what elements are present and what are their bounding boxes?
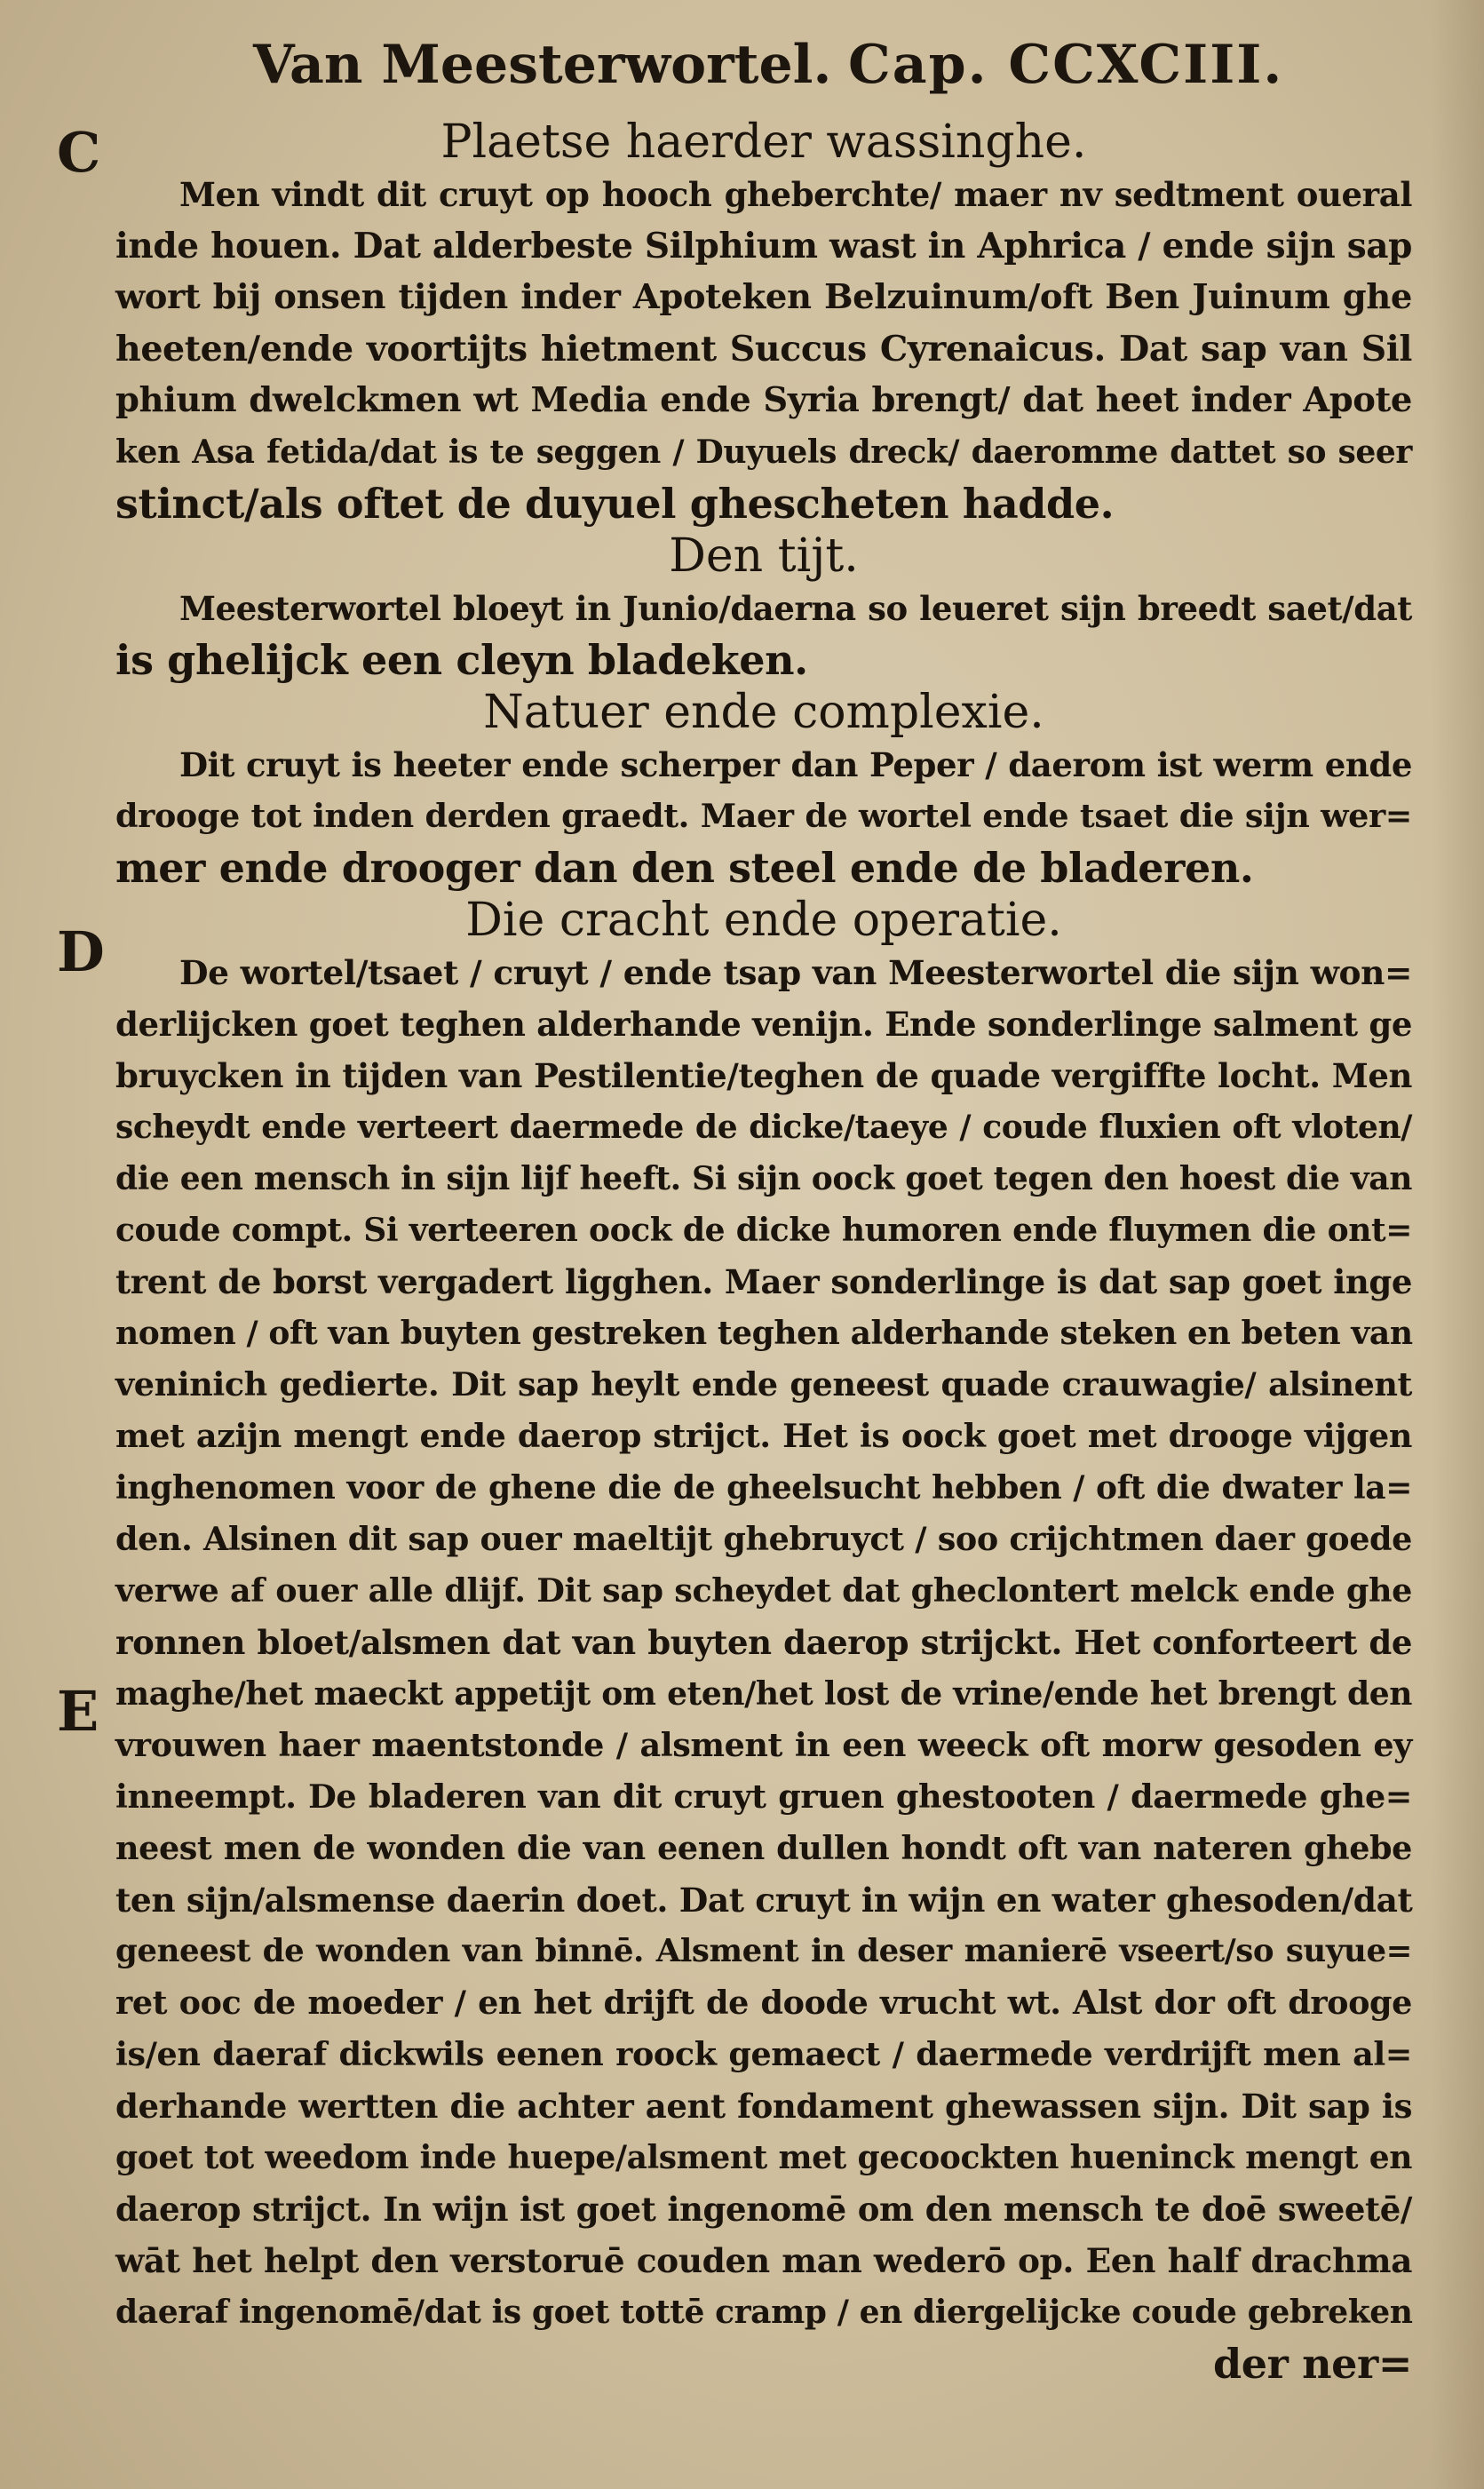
margin-letter-c: C bbox=[57, 120, 101, 185]
text-line: ten sijn/alsmense daerin doet. Dat cruyt in wijn en water ghesoden/dat bbox=[115, 1881, 1413, 1920]
text-line: Meesterwortel bloeyt in Junio/daerna so leueret sijn breedt saet/dat bbox=[179, 589, 1412, 628]
text-line: scheydt ende verteert daermede de dicke/taeye / coude fluxien oft vloten/ bbox=[115, 1109, 1412, 1146]
margin-letter-d: D bbox=[57, 919, 105, 984]
text-line: Dit cruyt is heeter ende scherper dan Peper / daerom ist werm ende bbox=[179, 745, 1412, 784]
text-line: die een mensch in sijn lijf heeft. Si sijn oock goet tegen den hoest die van bbox=[115, 1160, 1412, 1197]
text-line: ken Asa fetida/dat is te seggen / Duyuels dreck/ daeromme dattet so seer bbox=[115, 433, 1412, 471]
page-edge-shadow bbox=[1431, 0, 1484, 2489]
catchword: der ner= bbox=[1213, 2340, 1412, 2388]
text-line: daeraf ingenomē/dat is goet tottē cramp / en diergelijcke coude gebreken bbox=[115, 2294, 1413, 2331]
text-line: derlijcken goet teghen alderhande venijn. Ende sonderlinge salment ge bbox=[115, 1005, 1412, 1044]
chapter-number: Cap. CCXCIII. bbox=[848, 34, 1284, 96]
margin-letter-e: E bbox=[57, 1679, 99, 1744]
text-line: trent de borst vergadert ligghen. Maer sonderlinge is dat sap goet inge bbox=[115, 1262, 1412, 1301]
text-line: inde houen. Dat alderbeste Silphium wast in Aphrica / ende sijn sap bbox=[115, 226, 1412, 266]
section-heading: Den tijt. bbox=[669, 529, 859, 583]
body-text bbox=[115, 115, 1412, 2390]
text-line: derhande wertten die achter aent fondament ghewassen sijn. Dit sap is bbox=[115, 2087, 1412, 2126]
text-line: stinct/als oftet de duyuel ghescheten hadde. bbox=[115, 480, 1115, 528]
text-line: coude compt. Si verteeren oock de dicke humoren ende fluymen die ont= bbox=[115, 1212, 1412, 1249]
text-line: daerop strijct. In wijn ist goet ingenomē om den mensch te doē sweetē/ bbox=[115, 2190, 1412, 2229]
text-line: wāt het helpt den verstoruē couden man wederō op. Een half drachma bbox=[115, 2241, 1412, 2280]
text-line: inneempt. De bladeren van dit cruyt gruen ghestooten / daermede ghe= bbox=[115, 1777, 1412, 1816]
text-line: inghenomen voor de ghene die de gheelsucht hebben / oft die dwater la= bbox=[115, 1469, 1412, 1507]
text-line: met azijn mengt ende daerop strijct. Het is oock goet met drooge vijgen bbox=[115, 1417, 1412, 1455]
text-line: bruycken in tijden van Pestilentie/teghen de quade vergiffte locht. Men bbox=[115, 1056, 1412, 1095]
text-line: heeten/ende voortijts hietment Succus Cyrenaicus. Dat sap van Sil bbox=[115, 329, 1412, 370]
text-line: geneest de wonden van binnē. Alsment in deser manierē vseert/so suyue= bbox=[115, 1933, 1412, 1969]
text-line: ronnen bloet/alsmen dat van buyten daerop strijckt. Het conforteert de bbox=[115, 1623, 1412, 1662]
text-line: Men vindt dit cruyt op hooch gheberchte/ maer nv sedtment oueral bbox=[179, 175, 1412, 214]
text-line: goet tot weedom inde huepe/alsment met gecoockten hueninck mengt en bbox=[115, 2139, 1412, 2176]
text-line: is ghelijck een cleyn bladeken. bbox=[115, 636, 808, 684]
text-line: vrouwen haer maentstonde / alsment in een weeck oft morw gesoden ey bbox=[115, 1726, 1412, 1764]
text-line: veninich gedierte. Dit sap heylt ende geneest quade crauwagie/ alsinent bbox=[115, 1365, 1412, 1404]
text-line: De wortel/tsaet / cruyt / ende tsap van Meesterwortel die sijn won= bbox=[179, 953, 1412, 992]
text-line: mer ende drooger dan den steel ende de bladeren. bbox=[115, 844, 1254, 892]
section-heading: Natuer ende complexie. bbox=[483, 686, 1044, 739]
text-line: ret ooc de moeder / en het drijft de doode vrucht wt. Alst dor oft drooge bbox=[115, 1984, 1412, 2022]
page-header bbox=[0, 34, 1484, 114]
text-line: drooge tot inden derden graedt. Maer de wortel ende tsaet die sijn wer= bbox=[115, 797, 1412, 835]
text-line: verwe af ouer alle dlijf. Dit sap scheydet dat gheclontert melck ende ghe bbox=[115, 1571, 1412, 1610]
text-line: wort bij onsen tijden inder Apoteken Belzuinum/oft Ben Juinum ghe bbox=[115, 277, 1412, 317]
text-line: neest men de wonden die van eenen dullen hondt oft van nateren ghebe bbox=[115, 1829, 1412, 1867]
text-line: maghe/het maeckt appetijt om eten/het lost de vrine/ende het brengt den bbox=[115, 1675, 1412, 1713]
text-line: nomen / oft van buyten gestreken teghen alderhande steken en beten van bbox=[115, 1315, 1413, 1352]
text-line: phium dwelckmen wt Media ende Syria brengt/ dat heet inder Apote bbox=[115, 380, 1412, 420]
text-line: den. Alsinen dit sap ouer maeltijt ghebruyct / soo crijchtmen daer goede bbox=[115, 1520, 1412, 1558]
text-line: is/en daeraf dickwils eenen roock gemaect / daermede verdrijft men al= bbox=[115, 2035, 1412, 2073]
section-heading: Die cracht ende operatie. bbox=[465, 894, 1062, 947]
running-title: Van Meesterwortel. bbox=[253, 34, 832, 96]
section-heading: Plaetse haerder wassinghe. bbox=[440, 115, 1087, 169]
